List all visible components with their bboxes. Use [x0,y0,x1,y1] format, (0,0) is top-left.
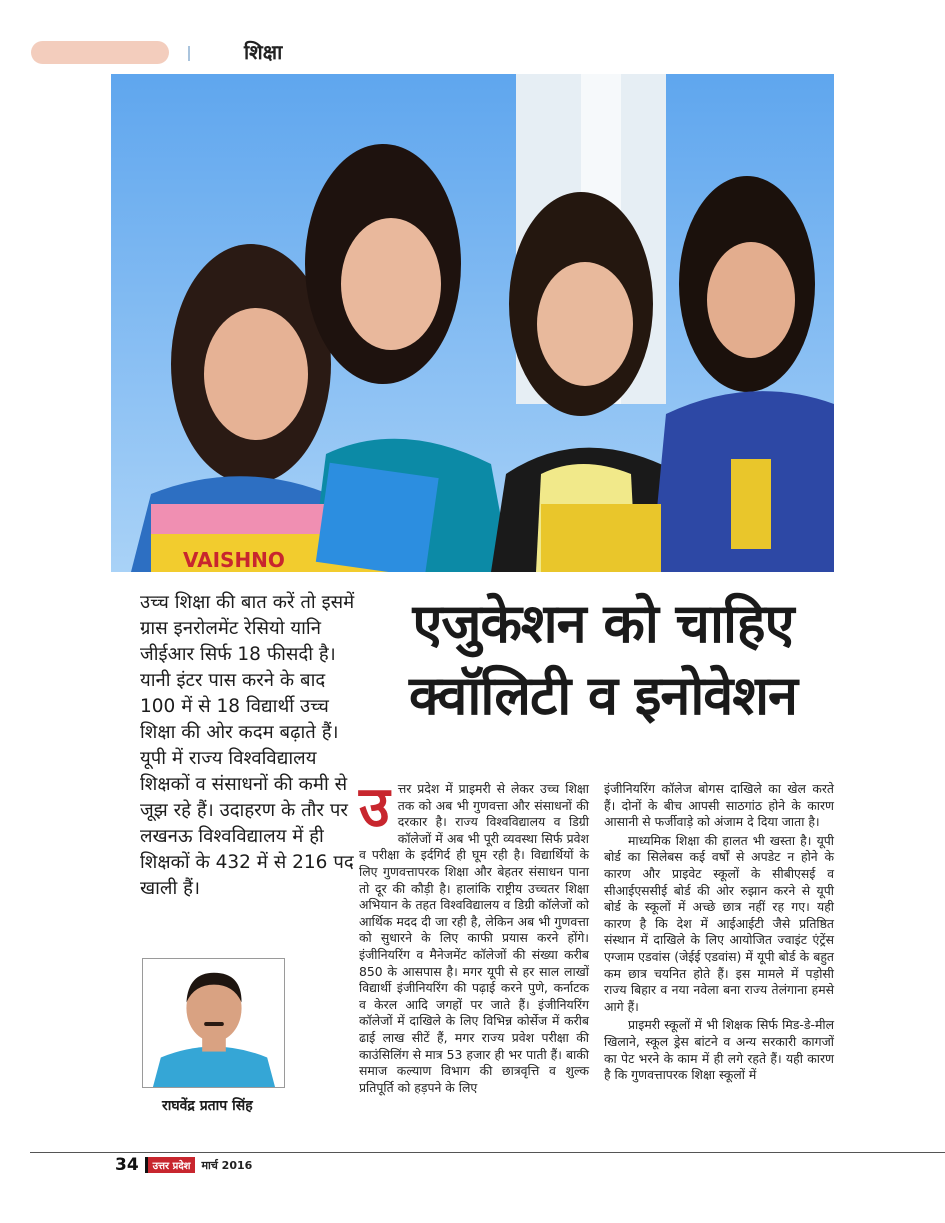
dropcap: उ [359,775,390,840]
body-column-1 [359,775,589,1098]
students-illustration [111,74,834,572]
body-paragraph: माध्यमिक शिक्षा की हालत भी खस्ता है। यूपी बोर्ड का सिलेबस कई वर्षों से अपडेट न होने के कारण और प्राइवेट स्कूलों के सीबीएसई व सीआईएससीई बोर्ड की ओर रुझान करने से यूपी बोर्ड के स्कूलों में अच्छे छात्र नहीं रह गए। यही कारण है कि देश में आईआईटी जैसे प्रतिष्ठित संस्थान में दाखिले के लिए आयोजित ज्वाइंट एंट्रेंस एग्जाम एडवांस (जेईई एडवांस) में यूपी बोर्ड के बहुत कम छात्र चयनित होते हैं। इस मामले में पड़ोसी राज्य बिहार व नया नवेला बना राज्य तेलंगाना हमसे आगे हैं। [604,832,834,1014]
body-paragraph: त्तर प्रदेश में प्राइमरी से लेकर उच्च शिक्षा तक को अब भी गुणवत्ता और संसाधनों की दरकार है। राज्य विश्वविद्यालय व डिग्री कॉलेजों में अब भी पूरी व्यवस्था सिर्फ प्रवेश व परीक्षा के इर्दगिर्द ही घूम रही है। विद्यार्थियों के लिए गुणवत्तापरक शिक्षा और बेहतर संसाधन पाना तो दूर की कौड़ी है। हालांकि राष्ट्रीय उच्चतर शिक्षा अभियान के तहत विश्वविद्यालय व डिग्री कॉलेजों को आर्थिक मदद दी जा रही है, लेकिन अब भी गुणवत्ता को सुधारने के लिए काफी प्रयास करने होंगे। इंजीनियरिंग व मैनेजमेंट कॉलेजों की संख्या करीब 850 के आसपास है। मगर यूपी से हर साल लाखों विद्यार्थी इंजीनियरिंग की पढ़ाई करने पुणे, कर्नाटक व केरल आदि जगहों पर जाते हैं। इंजीनियरिंग कॉलेजों में दाखिले के लिए विभिन्न कोर्सेज में करीब ढाई लाख सीटें हैं, मगर राज्य प्रवेश परीक्षा की काउंसिलिंग से मात्र 53 हजार ही भर पाती हैं। बाकी समाज कल्याण विभाग की छात्रवृत्ति व शुल्क प्रतिपूर्ति को हड़पने के लिए [359,781,589,1095]
headline-line-2: क्वॉलिटी व इनोवेशन [408,664,798,727]
author-name: राघवेंद्र प्रताप सिंह [162,1098,253,1114]
author-portrait-icon [143,959,284,1087]
headline-line-1: एजुकेशन को चाहिए [412,592,794,655]
header-pill [31,41,169,64]
headline [368,588,838,732]
book-cover-text: VAISHNO [183,548,285,572]
body-column-2 [604,781,834,1086]
section-title: शिक्षा [244,40,283,64]
issue-date: मार्च 2016 [201,1158,253,1172]
body-paragraph: इंजीनियरिंग कॉलेज बोगस दाखिले का खेल करते हैं। दोनों के बीच आपसी साठगांठ होने के कारण आसानी से फर्जीवाड़े को अंजाम दे दिया जाता है। [604,781,834,830]
body-paragraph: प्राइमरी स्कूलों में भी शिक्षक सिर्फ मिड-डे-मील खिलाने, स्कूल ड्रेस बांटने व अन्य सरकारी कागजों का पेट भरने के काम में ही लगे रहते हैं। यही कारण है कि गुणवत्तापरक शिक्षा स्कूलों में [604,1017,834,1083]
magazine-logo: उत्तर प्रदेश [145,1157,196,1173]
header-divider [188,46,190,61]
footer [115,1155,252,1175]
footer-rule [30,1152,945,1153]
author-photo [142,958,285,1088]
intro-paragraph: उच्च शिक्षा की बात करें तो इसमें ग्रास इनरोलमेंट रेसियो यानि जीईआर सिर्फ 18 फीसदी है। यानी इंटर पास करने के बाद 100 में से 18 विद्यार्थी उच्च शिक्षा की ओर कदम बढ़ाते हैं। यूपी में राज्य विश्वविद्यालय शिक्षकों व संसाधनों की कमी से जूझ रहे हैं। उदाहरण के तौर पर लखनऊ विश्वविद्यालय में ही शिक्षकों के 432 में से 216 पद खाली हैं। [140,592,355,899]
page-number: 34 [115,1155,139,1175]
students-photo [111,74,834,572]
